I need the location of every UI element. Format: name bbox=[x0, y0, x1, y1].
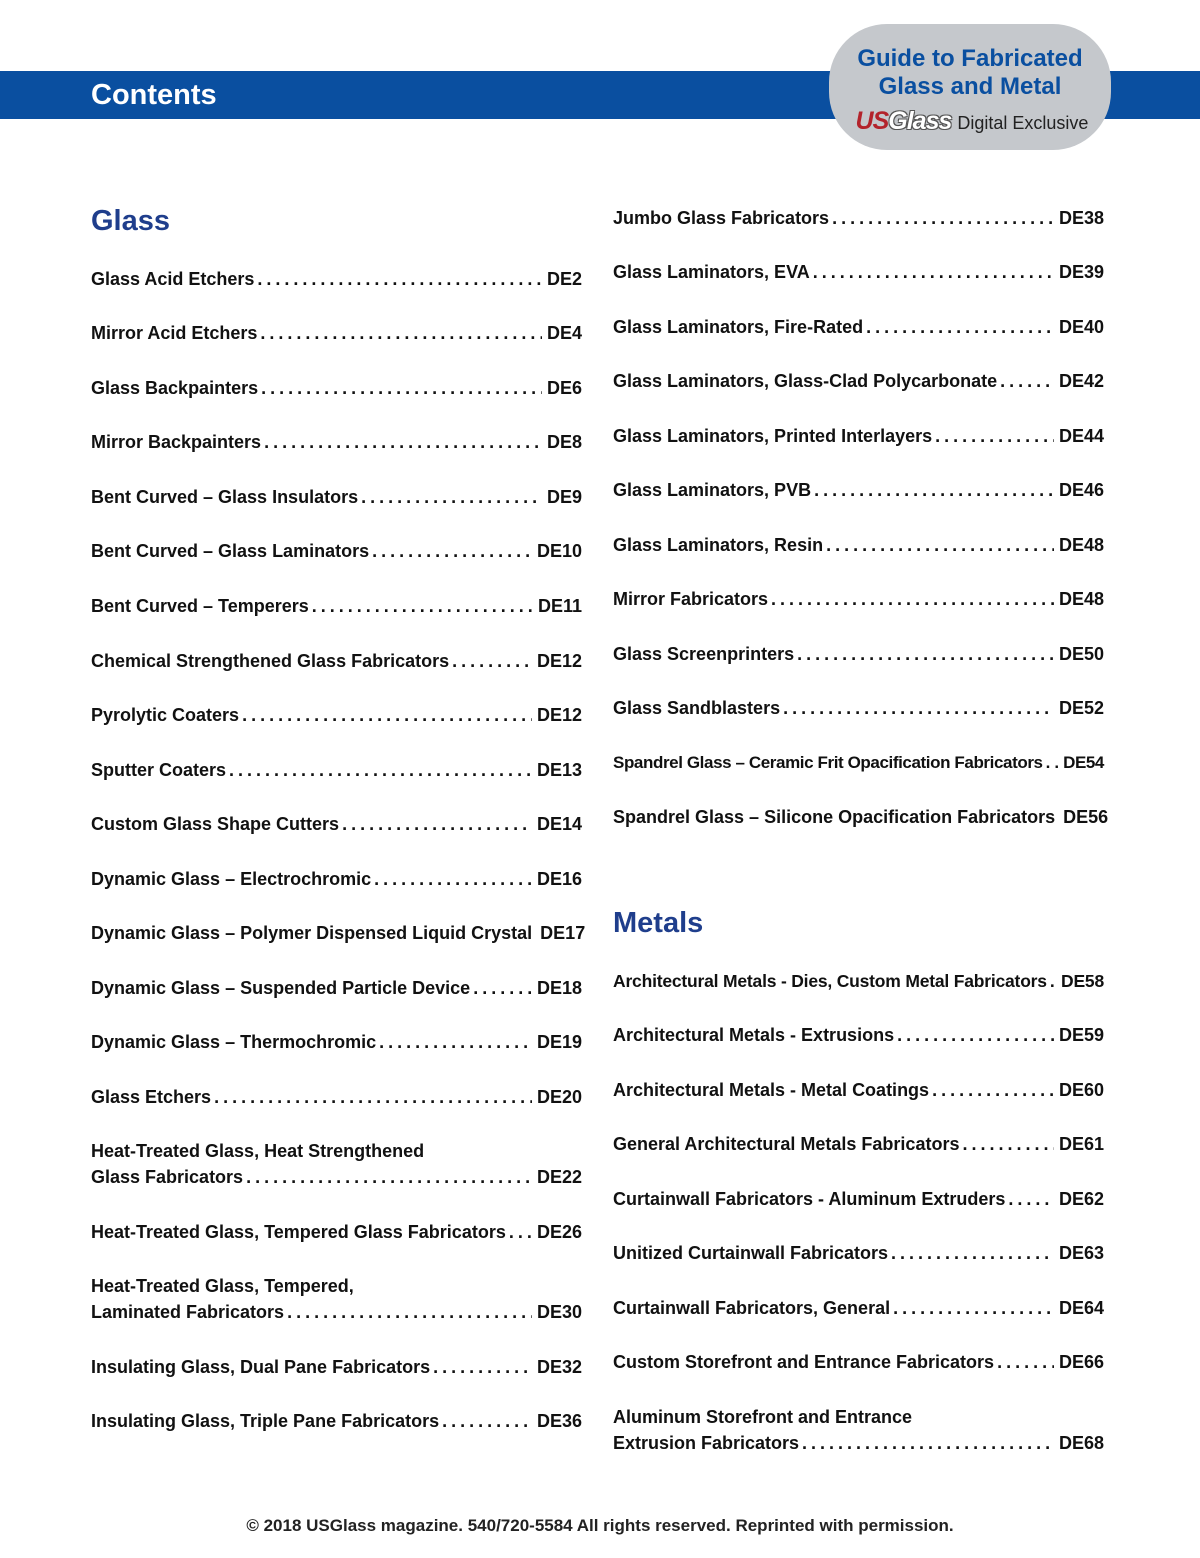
toc-entry[interactable] bbox=[613, 968, 1104, 994]
toc-entry[interactable] bbox=[91, 266, 582, 292]
toc-entry-label: Glass Backpainters bbox=[91, 378, 259, 398]
toc-entry[interactable] bbox=[91, 1219, 582, 1245]
toc-entry-page: DE36 bbox=[536, 1411, 582, 1431]
toc-entry-page: DE48 bbox=[1058, 589, 1104, 609]
dot-leader bbox=[287, 1299, 532, 1325]
toc-entry-page: DE50 bbox=[1058, 644, 1104, 664]
toc-entry-label: Jumbo Glass Fabricators bbox=[613, 208, 830, 228]
toc-entry[interactable] bbox=[91, 1354, 582, 1380]
toc-entry-page: DE66 bbox=[1058, 1352, 1104, 1372]
dot-leader bbox=[374, 866, 532, 892]
dot-leader bbox=[372, 538, 532, 564]
toc-entry-label-line1: Aluminum Storefront and Entrance bbox=[613, 1407, 913, 1427]
toc-entry[interactable] bbox=[613, 586, 1104, 612]
dot-leader bbox=[866, 314, 1054, 340]
toc-entry-page: DE60 bbox=[1058, 1080, 1104, 1100]
toc-entry-page: DE64 bbox=[1058, 1298, 1104, 1318]
dot-leader bbox=[342, 811, 532, 837]
dot-leader bbox=[826, 532, 1054, 558]
logo-glass: Glass bbox=[888, 107, 952, 135]
dot-leader bbox=[1000, 368, 1054, 394]
toc-entry-label: Mirror Backpainters bbox=[91, 432, 262, 452]
toc-entry-label: Bent Curved – Glass Laminators bbox=[91, 541, 370, 561]
toc-entry-label: Glass Acid Etchers bbox=[91, 269, 255, 289]
toc-entry-label: Custom Storefront and Entrance Fabricators bbox=[613, 1352, 995, 1372]
dot-leader bbox=[229, 757, 532, 783]
dot-leader bbox=[452, 648, 532, 674]
toc-entry[interactable] bbox=[91, 1084, 582, 1110]
badge-title-line1: Guide to Fabricated bbox=[857, 45, 1083, 72]
dot-leader bbox=[242, 702, 532, 728]
toc-entry[interactable] bbox=[91, 484, 582, 510]
dot-leader bbox=[783, 695, 1054, 721]
dot-leader bbox=[264, 429, 542, 455]
toc-entry-page: DE63 bbox=[1058, 1243, 1104, 1263]
guide-badge bbox=[829, 24, 1111, 150]
toc-entry[interactable] bbox=[613, 423, 1104, 449]
toc-entry-label: Pyrolytic Coaters bbox=[91, 705, 240, 725]
toc-entry-label: Glass Laminators, Fire-Rated bbox=[613, 317, 864, 337]
dot-leader bbox=[935, 423, 1054, 449]
page-title: Contents bbox=[91, 79, 217, 111]
toc-entry-label: Glass Laminators, Resin bbox=[613, 535, 824, 555]
dot-leader bbox=[260, 320, 542, 346]
toc-entry-page: DE14 bbox=[536, 814, 582, 834]
toc-entry-label: Dynamic Glass – Suspended Particle Device bbox=[91, 978, 471, 998]
toc-entry[interactable] bbox=[613, 1022, 1104, 1048]
toc-entry-label: Architectural Metals - Extrusions bbox=[613, 1025, 895, 1045]
toc-entry-label: Glass Laminators, Glass-Clad Polycarbonate bbox=[613, 371, 998, 391]
toc-entry[interactable] bbox=[91, 1138, 582, 1190]
toc-entry-label: Sputter Coaters bbox=[91, 760, 227, 780]
toc-entry-label: Glass Etchers bbox=[91, 1087, 212, 1107]
dot-leader bbox=[1046, 750, 1058, 776]
toc-entry-label: Bent Curved – Glass Insulators bbox=[91, 487, 359, 507]
section-heading-metals: Metals bbox=[613, 907, 704, 939]
toc-entry[interactable] bbox=[613, 1186, 1104, 1212]
toc-entry[interactable] bbox=[613, 205, 1104, 231]
toc-entry-page: DE54 bbox=[1063, 753, 1104, 772]
toc-entry-label-line1: Heat-Treated Glass, Heat Strengthened bbox=[91, 1141, 425, 1161]
toc-entry-page: DE59 bbox=[1058, 1025, 1104, 1045]
toc-entry-label: Spandrel Glass – Silicone Opacification Fabricators bbox=[613, 807, 1056, 827]
toc-entry-page: DE39 bbox=[1058, 262, 1104, 282]
toc-entry[interactable] bbox=[613, 1349, 1104, 1375]
toc-entry-label: Dynamic Glass – Polymer Dispensed Liquid Crystal bbox=[91, 923, 533, 943]
toc-entry-label: Glass Screenprinters bbox=[613, 644, 795, 664]
dot-leader bbox=[1008, 1186, 1054, 1212]
dot-leader bbox=[832, 205, 1054, 231]
toc-entry-label: Bent Curved – Temperers bbox=[91, 596, 309, 616]
toc-entry-page: DE52 bbox=[1058, 698, 1104, 718]
toc-entry[interactable] bbox=[91, 1273, 582, 1325]
dot-leader bbox=[897, 1022, 1054, 1048]
toc-entry[interactable] bbox=[613, 314, 1104, 340]
dot-leader bbox=[509, 1219, 532, 1245]
dot-leader bbox=[814, 477, 1054, 503]
toc-entry[interactable] bbox=[91, 429, 582, 455]
toc-entry-page: DE40 bbox=[1058, 317, 1104, 337]
toc-entry[interactable] bbox=[91, 702, 582, 728]
toc-entry[interactable] bbox=[613, 1295, 1104, 1321]
dot-leader bbox=[802, 1430, 1054, 1456]
toc-entry-label: Glass Laminators, PVB bbox=[613, 480, 812, 500]
toc-entry-page: DE46 bbox=[1058, 480, 1104, 500]
toc-entry[interactable] bbox=[91, 920, 586, 946]
toc-entry-page: DE16 bbox=[536, 869, 582, 889]
toc-entry-page: DE12 bbox=[536, 705, 582, 725]
toc-entry[interactable] bbox=[613, 1077, 1104, 1103]
toc-entry-label: General Architectural Metals Fabricators bbox=[613, 1134, 960, 1154]
section-heading-glass: Glass bbox=[91, 205, 170, 237]
toc-entry[interactable] bbox=[91, 975, 582, 1001]
digital-exclusive-label: Digital Exclusive bbox=[957, 113, 1089, 133]
toc-entry-page: DE6 bbox=[546, 378, 582, 398]
toc-entry[interactable] bbox=[613, 695, 1104, 721]
toc-entry[interactable] bbox=[91, 538, 582, 564]
dot-leader bbox=[813, 259, 1054, 285]
dot-leader bbox=[379, 1029, 532, 1055]
copyright-footer: © 2018 USGlass magazine. 540/720-5584 All rights reserved. Reprinted with permission. bbox=[246, 1516, 954, 1535]
toc-entry[interactable] bbox=[613, 477, 1104, 503]
toc-entry-page: DE13 bbox=[536, 760, 582, 780]
dot-leader bbox=[473, 975, 532, 1001]
toc-entry-label: Architectural Metals - Metal Coatings bbox=[613, 1080, 930, 1100]
dot-leader bbox=[312, 593, 533, 619]
toc-entry-label: Unitized Curtainwall Fabricators bbox=[613, 1243, 889, 1263]
dot-leader bbox=[891, 1240, 1054, 1266]
toc-entry-page: DE58 bbox=[1061, 971, 1104, 991]
toc-entry-label: Curtainwall Fabricators, General bbox=[613, 1298, 891, 1318]
toc-entry-label: Glass Laminators, Printed Interlayers bbox=[613, 426, 933, 446]
toc-entry-page: DE20 bbox=[536, 1087, 582, 1107]
dot-leader bbox=[962, 1131, 1054, 1157]
dot-leader bbox=[997, 1349, 1054, 1375]
toc-entry-page: DE22 bbox=[536, 1167, 582, 1187]
toc-entry-page: DE32 bbox=[536, 1357, 582, 1377]
toc-entry-page: DE17 bbox=[540, 923, 586, 943]
toc-entry-page: DE11 bbox=[537, 596, 582, 616]
toc-entry[interactable] bbox=[91, 1029, 582, 1055]
toc-entry[interactable] bbox=[613, 641, 1104, 667]
toc-entry-page: DE26 bbox=[536, 1222, 582, 1242]
toc-entry-page: DE19 bbox=[536, 1032, 582, 1052]
toc-entry[interactable] bbox=[613, 368, 1104, 394]
toc-entry-page: DE62 bbox=[1058, 1189, 1104, 1209]
toc-entry[interactable] bbox=[91, 1408, 582, 1434]
toc-entry[interactable] bbox=[613, 750, 1104, 776]
toc-entry-page: DE9 bbox=[546, 487, 582, 507]
toc-entry-label: Mirror Fabricators bbox=[613, 589, 769, 609]
toc-entry-page: DE48 bbox=[1058, 535, 1104, 555]
toc-entry-page: DE68 bbox=[1058, 1433, 1104, 1453]
toc-entry[interactable] bbox=[613, 1404, 1104, 1456]
toc-entry-page: DE4 bbox=[546, 323, 582, 343]
dot-leader bbox=[361, 484, 542, 510]
dot-leader bbox=[797, 641, 1054, 667]
toc-entry[interactable] bbox=[91, 811, 582, 837]
toc-entry-label: Spandrel Glass – Ceramic Frit Opacification Fabricators bbox=[613, 753, 1043, 772]
toc-entry-label: Curtainwall Fabricators - Aluminum Extruders bbox=[613, 1189, 1006, 1209]
toc-entry-label: Heat-Treated Glass, Tempered Glass Fabricators bbox=[91, 1222, 506, 1242]
dot-leader bbox=[1050, 968, 1056, 994]
dot-leader bbox=[214, 1084, 532, 1110]
usglass-logo bbox=[856, 107, 952, 135]
dot-leader bbox=[261, 375, 542, 401]
badge-brand bbox=[847, 104, 1097, 140]
dot-leader bbox=[442, 1408, 532, 1434]
toc-entry-label: Mirror Acid Etchers bbox=[91, 323, 258, 343]
toc-entry-page: DE8 bbox=[546, 432, 582, 452]
toc-entry-page: DE42 bbox=[1058, 371, 1104, 391]
dot-leader bbox=[771, 586, 1054, 612]
toc-entry[interactable] bbox=[91, 375, 582, 401]
toc-entry[interactable] bbox=[613, 532, 1104, 558]
dot-leader bbox=[246, 1164, 532, 1190]
toc-entry[interactable] bbox=[91, 593, 582, 619]
toc-entry-label: Glass Fabricators bbox=[91, 1167, 244, 1187]
toc-entry[interactable] bbox=[91, 866, 582, 892]
toc-entry-page: DE44 bbox=[1058, 426, 1104, 446]
toc-entry-page: DE56 bbox=[1063, 807, 1109, 827]
toc-entry[interactable] bbox=[613, 1131, 1104, 1157]
dot-leader bbox=[932, 1077, 1054, 1103]
toc-entry[interactable] bbox=[613, 259, 1104, 285]
toc-entry-label: Glass Laminators, EVA bbox=[613, 262, 810, 282]
toc-entry-page: DE38 bbox=[1058, 208, 1104, 228]
toc-entry-label: Insulating Glass, Dual Pane Fabricators bbox=[91, 1357, 431, 1377]
toc-entry[interactable] bbox=[613, 804, 1109, 830]
toc-entry-page: DE61 bbox=[1058, 1134, 1104, 1154]
toc-entry-label: Custom Glass Shape Cutters bbox=[91, 814, 340, 834]
toc-entry-label-line1: Heat-Treated Glass, Tempered, bbox=[91, 1276, 354, 1296]
toc-entry-label: Laminated Fabricators bbox=[91, 1302, 285, 1322]
toc-entry-label: Glass Sandblasters bbox=[613, 698, 781, 718]
toc-entry-label: Extrusion Fabricators bbox=[613, 1433, 800, 1453]
toc-entry-label: Insulating Glass, Triple Pane Fabricators bbox=[91, 1411, 440, 1431]
toc-entry-page: DE18 bbox=[536, 978, 582, 998]
badge-title-line2: Glass and Metal bbox=[878, 73, 1062, 100]
toc-entry-label: Dynamic Glass – Electrochromic bbox=[91, 869, 372, 889]
toc-entry[interactable] bbox=[91, 320, 582, 346]
dot-leader bbox=[893, 1295, 1054, 1321]
toc-entry-page: DE12 bbox=[536, 651, 582, 671]
toc-entry-page: DE30 bbox=[536, 1302, 582, 1322]
toc-entry-label: Dynamic Glass – Thermochromic bbox=[91, 1032, 377, 1052]
toc-entry-label: Architectural Metals - Dies, Custom Metal Fabricators bbox=[613, 971, 1047, 991]
toc-entry[interactable] bbox=[613, 1240, 1104, 1266]
dot-leader bbox=[257, 266, 542, 292]
dot-leader bbox=[433, 1354, 532, 1380]
toc-entry-page: DE10 bbox=[536, 541, 582, 561]
toc-entry[interactable] bbox=[91, 757, 582, 783]
toc-entry[interactable] bbox=[91, 648, 582, 674]
toc-entry-label: Chemical Strengthened Glass Fabricators bbox=[91, 651, 450, 671]
logo-us: US bbox=[855, 107, 889, 135]
toc-entry-page: DE2 bbox=[546, 269, 582, 289]
